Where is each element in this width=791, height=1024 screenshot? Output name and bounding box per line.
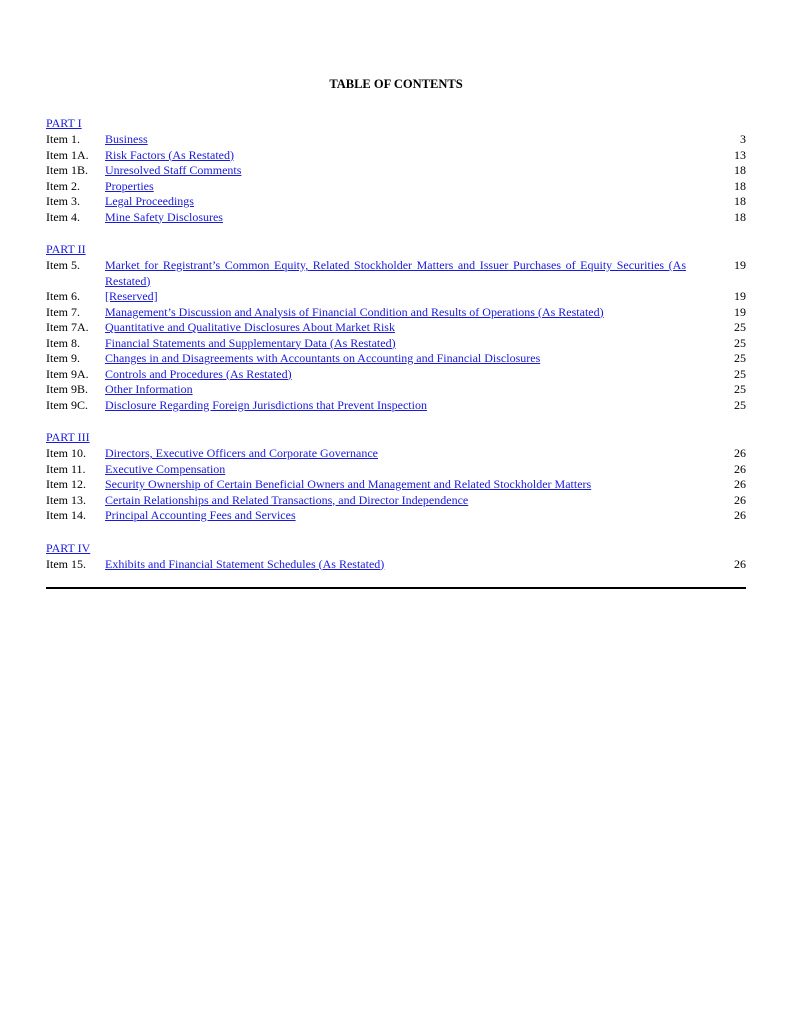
item-link-certain-relationships[interactable]: Certain Relationships and Related Transactions, and Director Independence [105, 492, 469, 507]
item-number: Item 5. [46, 258, 80, 272]
item-number: Item 2. [46, 178, 80, 193]
toc-part-1 [46, 114, 746, 225]
item-link-mdna[interactable]: Management’s Discussion and Analysis of Financial Condition and Results of Operations (As Restated) [105, 304, 604, 319]
item-page-number: 18 [734, 178, 746, 193]
item-link-reserved[interactable]: [Reserved] [105, 289, 158, 303]
item-link-market-for-common-equity[interactable]: Market for Registrant’s Common Equity, Related Stockholder Matters and Issuer Purchases of Equity Securities (As Restated) [105, 258, 686, 288]
item-number: Item 3. [46, 194, 80, 208]
item-link-market-risk[interactable]: Quantitative and Qualitative Disclosures About Market Risk [105, 320, 395, 334]
item-number: Item 10. [46, 446, 86, 460]
item-link-other-information[interactable]: Other Information [105, 382, 193, 396]
item-number: Item 12. [46, 477, 86, 491]
toc-row [46, 351, 746, 367]
item-page-number: 18 [734, 209, 746, 224]
item-link-exhibits[interactable]: Exhibits and Financial Statement Schedules (As Restated) [105, 556, 385, 571]
item-page-number: 26 [734, 461, 746, 476]
toc-row [46, 367, 746, 383]
item-page-number: 26 [734, 446, 746, 460]
item-link-security-ownership[interactable]: Security Ownership of Certain Beneficial Owners and Management and Related Stockholder Matters [105, 477, 592, 491]
item-page-number: 3 [740, 132, 746, 146]
toc-row [46, 163, 746, 179]
item-page-number: 25 [734, 366, 746, 381]
item-number: Item 9. [46, 351, 80, 365]
toc-row [46, 508, 746, 524]
item-number: Item 9B. [46, 382, 88, 396]
item-number: Item 1A. [46, 147, 89, 162]
item-link-directors-officers[interactable]: Directors, Executive Officers and Corporate Governance [105, 446, 378, 460]
item-number: Item 4. [46, 209, 80, 224]
item-page-number: 13 [734, 147, 746, 162]
item-page-number: 25 [734, 397, 746, 412]
toc-row [46, 493, 746, 509]
item-number: Item 8. [46, 335, 80, 350]
item-page-number: 18 [734, 163, 746, 177]
item-page-number: 26 [734, 556, 746, 571]
toc-row [46, 320, 746, 336]
item-link-risk-factors[interactable]: Risk Factors (As Restated) [105, 147, 234, 162]
item-link-business[interactable]: Business [105, 132, 148, 146]
toc-row [46, 258, 746, 289]
item-number: Item 1B. [46, 163, 88, 177]
toc-row [46, 194, 746, 210]
item-link-foreign-jurisdictions[interactable]: Disclosure Regarding Foreign Jurisdictions that Prevent Inspection [105, 397, 427, 412]
item-page-number: 25 [734, 382, 746, 396]
item-page-number: 26 [734, 508, 746, 522]
item-number: Item 7. [46, 304, 80, 319]
part-4-link[interactable]: PART IV [46, 540, 91, 555]
item-page-number: 19 [734, 258, 746, 272]
item-number: Item 7A. [46, 320, 89, 334]
toc-row [46, 382, 746, 398]
part-3-link[interactable]: PART III [46, 430, 90, 444]
item-link-financial-statements[interactable]: Financial Statements and Supplementary Data (As Restated) [105, 335, 396, 350]
toc-row [46, 179, 746, 195]
item-page-number: 18 [734, 194, 746, 208]
toc-row [46, 132, 746, 148]
toc-row [46, 398, 746, 414]
item-link-unresolved-staff-comments[interactable]: Unresolved Staff Comments [105, 163, 242, 177]
table-of-contents [46, 76, 746, 572]
item-number: Item 9C. [46, 397, 88, 412]
item-number: Item 9A. [46, 366, 89, 381]
toc-row [46, 557, 746, 573]
toc-row [46, 336, 746, 352]
item-page-number: 25 [734, 351, 746, 365]
item-number: Item 13. [46, 492, 86, 507]
item-link-controls-and-procedures[interactable]: Controls and Procedures (As Restated) [105, 366, 292, 381]
item-link-principal-accounting-fees[interactable]: Principal Accounting Fees and Services [105, 508, 296, 522]
toc-row [46, 462, 746, 478]
toc-part-4 [46, 539, 746, 573]
item-page-number: 19 [734, 289, 746, 303]
item-page-number: 25 [734, 320, 746, 334]
toc-row [46, 289, 746, 305]
item-number: Item 6. [46, 289, 80, 303]
page-divider [46, 587, 746, 589]
item-link-mine-safety-disclosures[interactable]: Mine Safety Disclosures [105, 209, 223, 224]
item-page-number: 26 [734, 477, 746, 491]
toc-row [46, 305, 746, 321]
item-page-number: 26 [734, 492, 746, 507]
part-1-link[interactable]: PART I [46, 116, 82, 130]
item-link-legal-proceedings[interactable]: Legal Proceedings [105, 194, 194, 208]
item-link-properties[interactable]: Properties [105, 178, 154, 193]
toc-row [46, 477, 746, 493]
toc-row [46, 148, 746, 164]
item-page-number: 25 [734, 335, 746, 350]
item-number: Item 11. [46, 461, 86, 476]
part-2-link[interactable]: PART II [46, 242, 86, 256]
item-link-changes-with-accountants[interactable]: Changes in and Disagreements with Accountants on Accounting and Financial Disclosures [105, 351, 541, 365]
page-title: TABLE OF CONTENTS [329, 77, 463, 91]
toc-row [46, 446, 746, 462]
item-link-executive-compensation[interactable]: Executive Compensation [105, 461, 226, 476]
toc-part-3 [46, 428, 746, 524]
item-number: Item 14. [46, 508, 86, 522]
item-number: Item 15. [46, 556, 86, 571]
toc-part-2 [46, 240, 746, 413]
item-number: Item 1. [46, 132, 80, 146]
item-page-number: 19 [734, 304, 746, 319]
toc-row [46, 210, 746, 226]
